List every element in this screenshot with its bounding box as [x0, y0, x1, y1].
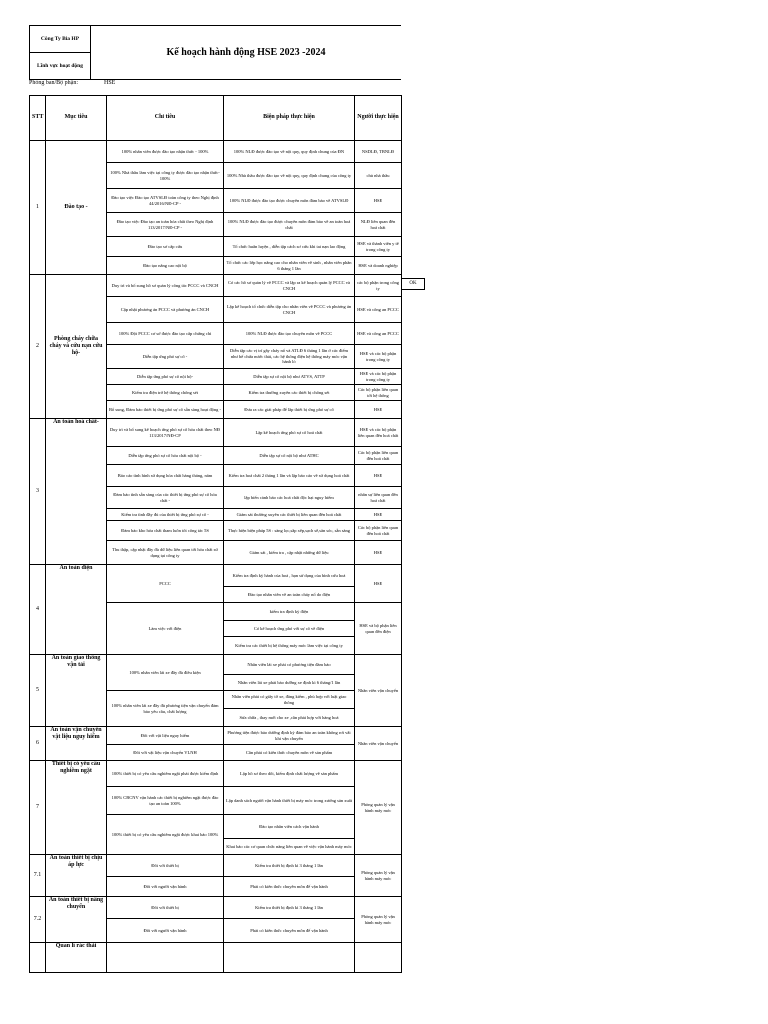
responsible-cell: HSE và các bộ phận liên quan đến hoá chất: [355, 419, 402, 447]
measure-cell: Đưa ra các giải pháp để lắp thiết bị ứng phó sự cố: [224, 401, 355, 419]
responsible-cell: HSE: [355, 541, 402, 565]
measure-cell: Lập danh sách người vận hành thiết bị máy móc trong xưởng sản xuất: [224, 787, 355, 815]
target-cell: Đảm bảo kho hóa chất tham luôn tốt công tác 5S: [107, 521, 224, 541]
target-cell: Đối với người vận hành: [107, 919, 224, 943]
stt-cell: 7.2: [30, 897, 46, 943]
responsible-cell: Các bộ phận liên quan đến hoá chất: [355, 447, 402, 465]
measure-cell: Phải có kiến thức chuyên môn để vận hành: [224, 919, 355, 943]
stt-cell: 5: [30, 655, 46, 727]
measure-cell: Kiểm tra các thiết bị hệ thống máy móc làm việc tại công ty: [224, 637, 355, 655]
responsible-cell: [355, 943, 402, 973]
header-table: [29, 25, 401, 80]
table-row: [30, 727, 402, 745]
target-cell: PCCC: [107, 565, 224, 603]
table-row: [30, 141, 402, 163]
target-cell: Làm việc với điện: [107, 603, 224, 655]
target-cell: Diễn tập ứng phó sự cố -: [107, 345, 224, 369]
measure-cell: Cần phải có kiến thức chuyên môn về sản phẩm: [224, 745, 355, 761]
measure-cell: Lập hồ sơ theo dõi, kiểm định chất lượng về sản phẩm: [224, 761, 355, 787]
responsible-cell: HSE và doanh nghiệp: [355, 257, 402, 275]
goal-cell: An toàn điện: [46, 565, 107, 655]
measure-cell: Có các hồ sơ quản lý về PCCC và lập ra kế hoạch quản lý PCCC và CNCH: [224, 275, 355, 297]
measure-cell: Diễn tập sự cố nội bộ như ATHC: [224, 447, 355, 465]
responsible-cell: NLĐ liên quan đến hoá chất: [355, 213, 402, 237]
measure-cell: Kiểm tra thường xuyên các thiết bị chống sét: [224, 385, 355, 401]
target-cell: Đối với thiết bị: [107, 897, 224, 919]
stt-cell: 7: [30, 761, 46, 855]
measure-cell: kiểm tra định kỳ điện: [224, 603, 355, 621]
responsible-cell: các bộ phận trong công ty: [355, 275, 402, 297]
measure-cell: Nhân viên lái xe phải bảo dưỡng xe định kì 6 tháng/1 lần: [224, 675, 355, 691]
measure-cell: Tổ chức các lớp học nâng cao cho nhân viên về sinh , nhân viên phân 6 tháng 1 lần: [224, 257, 355, 275]
responsible-cell: HSE: [355, 509, 402, 521]
measure-cell: Thực hiện biện pháp 5S : sàng lọc,sắp xếp,sạch sẽ,săn sóc, sẵn sàng: [224, 521, 355, 541]
responsible-cell: nhân sự liên quan đến hoá chất: [355, 487, 402, 509]
stt-cell: [30, 943, 46, 973]
table-row: [30, 419, 402, 447]
target-cell: 100% Nhà thầu làm việc tại công ty được đào tạo nhận thức- 100%: [107, 163, 224, 189]
table-row: [30, 897, 402, 919]
target-cell: Kiểm tra tình đầy đủ của thiết bị ứng phó sự cố -: [107, 509, 224, 521]
goal-cell: Quan lí rác thải: [46, 943, 107, 973]
table-row: [30, 761, 402, 787]
measure-cell: 100% Nhà thầu được đào tạo về nội quy, quy định chung của công ty: [224, 163, 355, 189]
document-title: Kế hoạch hành động HSE 2023 -2024: [91, 26, 402, 80]
goal-cell: An toàn thiết bị nâng chuyển: [46, 897, 107, 943]
target-cell: Đối với vật liệu vận chuyển VLNH: [107, 745, 224, 761]
col-header-measure: Biện pháp thực hiện: [224, 96, 355, 141]
target-cell: Đào tạo nâng cao nội bộ: [107, 257, 224, 275]
table-row: [30, 275, 402, 297]
measure-cell: [224, 943, 355, 973]
col-header-stt: STT: [30, 96, 46, 141]
responsible-cell: HSE: [355, 465, 402, 487]
measure-cell: Kiểm tra hoá chất 2 tháng 1 lần và lập báo cáo về sử dụng hoá chất: [224, 465, 355, 487]
target-cell: Đối với thiết bị: [107, 855, 224, 877]
stt-cell: 4: [30, 565, 46, 655]
stt-cell: 7.1: [30, 855, 46, 897]
stt-cell: 6: [30, 727, 46, 761]
goal-cell: Phòng cháy chữa cháy và cứu nạn cứu hộ-: [46, 275, 107, 419]
measure-cell: Kiểm tra thiết bị định kì 3 tháng 1 lần: [224, 897, 355, 919]
target-cell: Thu thập, cập nhật đầy đủ dữ liệu liên quan tới hóa chất sử dụng tại công ty: [107, 541, 224, 565]
target-cell: 100% Đội PCCC cơ sở được đào tạo cấp chứng chỉ: [107, 323, 224, 345]
responsible-cell: HSE và thành viên y tế trong công ty: [355, 237, 402, 257]
col-header-responsible: Người thực hiện: [355, 96, 402, 141]
responsible-cell: Phòng quản lý vận hành máy móc: [355, 855, 402, 897]
target-cell: Đào tạo việc Đào tạo an toàn hóa chất theo Nghị định 113/2017/NĐ-CP -: [107, 213, 224, 237]
measure-cell: Kiểm tra định kỳ hành của hoả , hạn sử dụng của bình cứu hoả: [224, 565, 355, 587]
dept-value: HSE: [104, 80, 116, 86]
table-row: [30, 855, 402, 877]
target-cell: Cập nhật phương án PCCC và phương án CNCH: [107, 297, 224, 323]
measure-cell: Giám sát thường xuyên các thiết bị liên quan đến hoá chất: [224, 509, 355, 521]
measure-cell: 100% NLĐ được đào tạo về nội quy, quy định chung của ĐN: [224, 141, 355, 163]
table-row: [30, 943, 402, 973]
measure-cell: Lập kế hoạch tổ chức diễn tập cho nhân viên về PCCC và phương án CNCH: [224, 297, 355, 323]
target-cell: 100% thiết bị có yêu cầu nghiêm ngặt phải được kiểm định: [107, 761, 224, 787]
responsible-cell: HSE và công an PCCC: [355, 323, 402, 345]
measure-cell: Kiểm tra thiết bị định kì 3 tháng 1 lần: [224, 855, 355, 877]
col-header-target: Chỉ tiêu: [107, 96, 224, 141]
target-cell: Diễn tập ứng phó sự cố nội bộ-: [107, 369, 224, 385]
measure-cell: Tổ chức huấn luyện , diễn tập cách sơ cứu khi tai nạn lao động: [224, 237, 355, 257]
responsible-cell: HSE và các bộ phận trong công ty: [355, 345, 402, 369]
responsible-cell: HSE: [355, 189, 402, 213]
target-cell: Diễn tập ứng phó sự cố hóa chất nội bộ -: [107, 447, 224, 465]
measure-cell: lập biển cảnh báo các hoá chất độc hại nguy hiểm: [224, 487, 355, 509]
goal-cell: An toàn thiết bị chịu áp lực: [46, 855, 107, 897]
field-label: Lĩnh vực hoạt động: [30, 53, 91, 80]
measure-cell: Diễn tập các vị trí gây cháy nổ và ATLĐ 6 tháng 1 lần ở các điểm như bể chứa nước thải, các hệ thống điện hệ thống máy móc vận hành lò: [224, 345, 355, 369]
stt-cell: 2: [30, 275, 46, 419]
target-cell: Đào tạo sơ cấp cứu: [107, 237, 224, 257]
target-cell: Đối với vật liệu nguy hiểm: [107, 727, 224, 745]
target-cell: Bổ sung, Đảm bảo thiết bị ứng phó sự cố sẵn sàng hoạt động -: [107, 401, 224, 419]
responsible-cell: Nhân viên vận chuyển: [355, 655, 402, 727]
measure-cell: Nhân viên phải có giấy tờ xe, đăng kiểm , phù hợp với luật giao thông: [224, 691, 355, 709]
measure-cell: Diễn tập sự cố nội bộ như ATVS, ATTP: [224, 369, 355, 385]
target-cell: 100% thiết bị có yêu cầu nghiêm ngặt được khai báo 100%: [107, 815, 224, 855]
measure-cell: Sửa chữa , thay mới cho xe ,cần phải hợp với hàng hoá: [224, 709, 355, 727]
target-cell: Đảm bảo tình sẵn sàng của các thiết bị ứng phó sự cố hóa chất -: [107, 487, 224, 509]
responsible-cell: HSE và bộ phận liên quan đến điện: [355, 603, 402, 655]
dept-label: Phòng ban/Bộ phận:: [29, 80, 78, 86]
company-name: Công Ty Bia HP: [30, 26, 91, 53]
goal-cell: Thiết bị có yêu cầu nghiêm ngặt: [46, 761, 107, 855]
goal-cell: An toàn vận chuyển vật liệu nguy hiểm: [46, 727, 107, 761]
measure-cell: Khai báo các cơ quan chức năng liên quan về việc vận hành máy móc: [224, 839, 355, 855]
measure-cell: Lập kế hoạch ứng phó sự cố hoá chất: [224, 419, 355, 447]
responsible-cell: HSE và công an PCCC: [355, 297, 402, 323]
stt-cell: 3: [30, 419, 46, 565]
measure-cell: 100% NLĐ được đào tạo được chuyên môn đảm bảo về an toàn hoá chất: [224, 213, 355, 237]
responsible-cell: Các bộ phận liên quan đến hoá chất: [355, 521, 402, 541]
measure-cell: Đào tạo nhân viên cách vận hành: [224, 815, 355, 839]
responsible-cell: HSE: [355, 565, 402, 603]
responsible-cell: HSE: [355, 401, 402, 419]
responsible-cell: NSDLĐ, TBNLĐ: [355, 141, 402, 163]
target-cell: Duy trì và bổ sung hồ sơ quản lý công tác PCCC và CNCH: [107, 275, 224, 297]
goal-cell: An toàn giao thông vận tải: [46, 655, 107, 727]
target-cell: 100% nhân viên lái xe đầy đủ phương tiện vận chuyển đảm bảo yêu cầu, chất lượng: [107, 691, 224, 727]
measure-cell: Đào tạo nhân viên về an toàn cháy nổ do điện: [224, 587, 355, 603]
measure-cell: Nhân viên lái xe phải có phương tiện đảm bảo: [224, 655, 355, 675]
plan-table: [29, 95, 402, 973]
measure-cell: Phương tiện được bảo dưỡng định kỳ đảm bảo an toàn không rơi vãi khi vận chuyển: [224, 727, 355, 745]
target-cell: 100% nhân viên lái xe đầy đủ điều kiện: [107, 655, 224, 691]
responsible-cell: HSE và các bộ phận trong công ty: [355, 369, 402, 385]
measure-cell: Giám sát , kiểm tra , cập nhật những dữ liệu: [224, 541, 355, 565]
target-cell: Đào tạo việc Đào tạo ATVSLĐ toàn công ty theo Nghị định 44/2016/NĐ-CP -: [107, 189, 224, 213]
col-header-goal: Mục tiêu: [46, 96, 107, 141]
measure-cell: Phải có kiến thức chuyên môn để vận hành: [224, 877, 355, 897]
target-cell: [107, 943, 224, 973]
table-row: [30, 655, 402, 675]
target-cell: 100% CBCNV vận hành các thiết bị nghiêm ngặt được đào tạo an toàn 100%: [107, 787, 224, 815]
goal-cell: An toàn hoá chất-: [46, 419, 107, 565]
stt-cell: 1: [30, 141, 46, 275]
measure-cell: Có kế hoạch ứng phó với sự cố về điện: [224, 621, 355, 637]
target-cell: Đối với người vận hành: [107, 877, 224, 897]
target-cell: 100% nhân viên được đào tạo nhận thức - 100%: [107, 141, 224, 163]
target-cell: Kiểm tra điện trở hệ thống chống sét: [107, 385, 224, 401]
responsible-cell: Các bộ phận liên quan tới hệ thống: [355, 385, 402, 401]
responsible-cell: Nhân viên vận chuyển: [355, 727, 402, 761]
responsible-cell: Phòng quản lý vận hành máy móc: [355, 897, 402, 943]
responsible-cell: chủ nhà thầu: [355, 163, 402, 189]
responsible-cell: Phòng quản lý vận hành máy móc: [355, 761, 402, 855]
target-cell: Duy trì và bổ sung kế hoạch ứng phó sự cố hóa chất theo NĐ 113/2017/NĐ-CP: [107, 419, 224, 447]
measure-cell: 100% NLĐ được đào tạo chuyên môn về PCCC: [224, 323, 355, 345]
goal-cell: Đào tạo -: [46, 141, 107, 275]
ok-note: OK: [401, 278, 425, 290]
table-row: [30, 565, 402, 587]
target-cell: Báo cáo tình hình sử dụng hóa chất hàng tháng, năm: [107, 465, 224, 487]
measure-cell: 100% NLĐ được đào tạo được chuyên môn đảm bảo về ATVSLĐ: [224, 189, 355, 213]
